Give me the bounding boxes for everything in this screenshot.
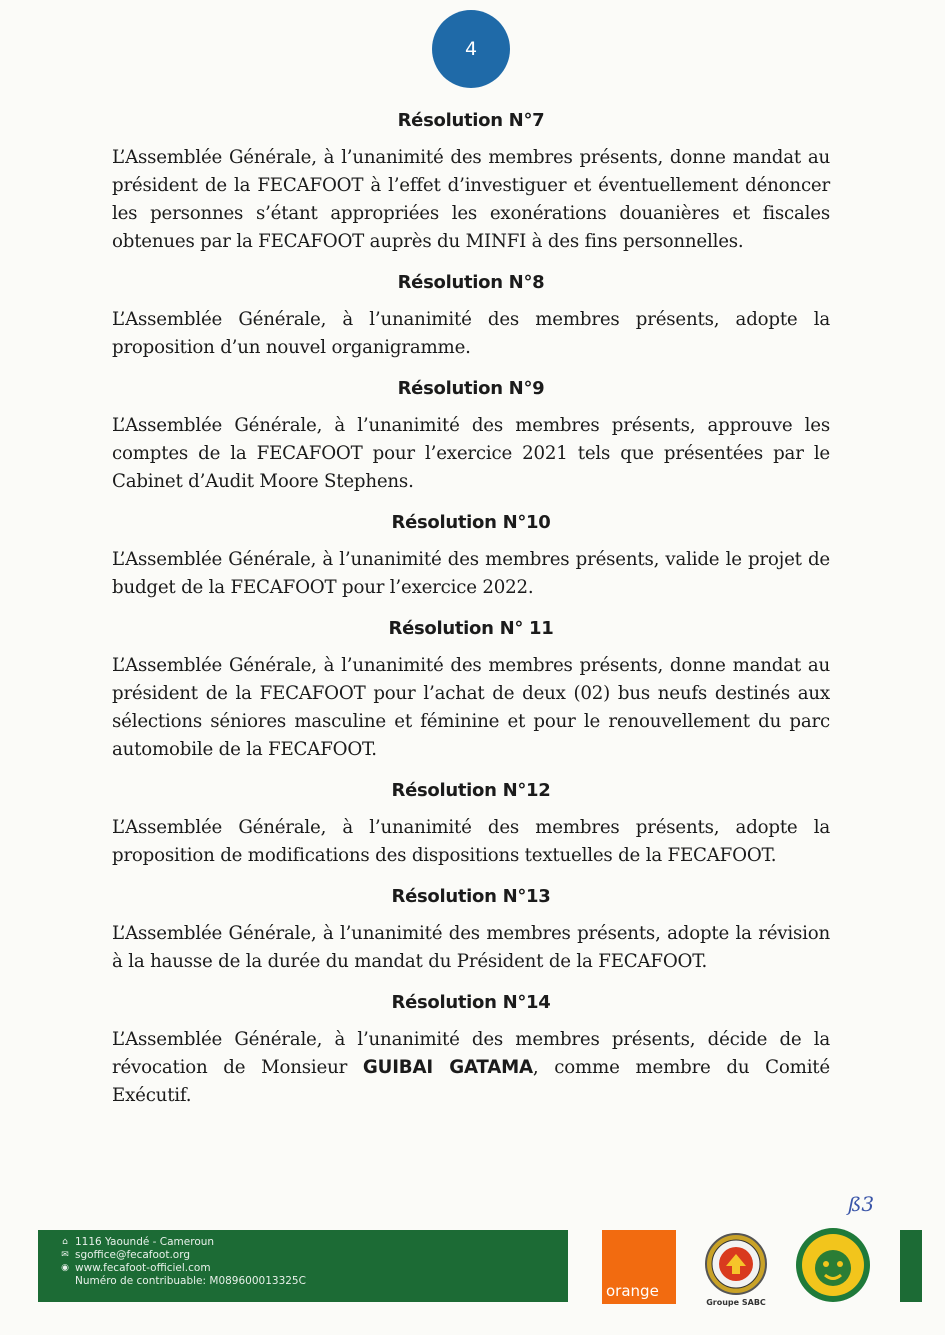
resolution-14 bbox=[112, 990, 830, 1110]
resolution-title: Résolution N°12 bbox=[391, 780, 551, 801]
footer-green-stripe bbox=[900, 1230, 922, 1302]
resolution-title: Résolution N°9 bbox=[397, 378, 545, 399]
resolution-body: L’Assemblée Générale, à l’unanimité des membres présents, approuve les comptes de la FECAFOOT pour l’exercice 2021 tels que présentées par le Cabinet d’Audit Moore Stephens. bbox=[112, 415, 830, 492]
resolution-title: Résolution N° 11 bbox=[388, 618, 554, 639]
resolution-body bbox=[112, 1026, 830, 1110]
resolution-11 bbox=[112, 616, 830, 764]
resolution-title: Résolution N°10 bbox=[391, 512, 551, 533]
resolution-10 bbox=[112, 510, 830, 602]
footer-tax-id: Numéro de contribuable: M089600013325C bbox=[75, 1275, 306, 1287]
resolution-title: Résolution N°14 bbox=[391, 992, 551, 1013]
footer-website: ◉ www.fecafoot-officiel.com bbox=[61, 1262, 211, 1274]
resolution-body: L’Assemblée Générale, à l’unanimité des membres présents, adopte la proposition d’un nouvel organigramme. bbox=[112, 309, 830, 358]
resolution-12 bbox=[112, 778, 830, 870]
body-text: L’Assemblée Générale, à l’unanimité des membres présents, décide de la révocation de Monsieur bbox=[112, 1029, 830, 1078]
resolutions-list bbox=[112, 108, 830, 1124]
resolution-body: L’Assemblée Générale, à l’unanimité des membres présents, donne mandat au président de la FECAFOOT pour l’achat de deux (02) bus neufs destinés aux sélections séniores masculine et féminine et pour le renouvellement du parc automobile de la FECAFOOT. bbox=[112, 655, 830, 760]
body-text: , comme membre du Comité Exécutif. bbox=[112, 1057, 830, 1106]
resolution-body: L’Assemblée Générale, à l’unanimité des membres présents, adopte la proposition de modifications des dispositions textuelles de la FECAFOOT. bbox=[112, 817, 830, 866]
resolution-title: Résolution N°7 bbox=[397, 110, 545, 131]
footer-contact-bar bbox=[38, 1230, 568, 1302]
footer-address: ⌂ 1116 Yaoundé - Cameroun bbox=[60, 1236, 568, 1249]
resolution-title: Résolution N°8 bbox=[397, 272, 545, 293]
footer-email: ✉ sgoffice@fecafoot.org bbox=[61, 1249, 191, 1261]
sabc-label: Groupe SABC bbox=[706, 1298, 766, 1307]
resolution-body: L’Assemblée Générale, à l’unanimité des membres présents, donne mandat au président de la FECAFOOT à l’effet d’investiguer et éventuellement dénoncer les personnes s’étant appropriées les exonérations douanières et fiscales obtenues par la FECAFOOT auprès du MINFI à des fins personnelles. bbox=[112, 147, 830, 252]
page-number: 4 bbox=[464, 38, 478, 60]
fecafoot-lion-logo-icon bbox=[794, 1226, 872, 1304]
resolution-9 bbox=[112, 376, 830, 496]
resolution-8 bbox=[112, 270, 830, 362]
mail-icon: ✉ bbox=[61, 1250, 69, 1260]
resolution-body: L’Assemblée Générale, à l’unanimité des membres présents, adopte la révision à la hausse de la durée du mandat du Président de la FECAFOOT. bbox=[112, 923, 830, 972]
resolution-body: L’Assemblée Générale, à l’unanimité des membres présents, valide le projet de budget de la FECAFOOT pour l’exercice 2022. bbox=[112, 549, 830, 598]
person-name: GUIBAI GATAMA bbox=[362, 1057, 533, 1078]
home-icon: ⌂ bbox=[62, 1237, 68, 1247]
page-number-badge bbox=[432, 10, 510, 88]
resolution-title: Résolution N°13 bbox=[391, 886, 551, 907]
orange-logo: orange bbox=[602, 1230, 676, 1304]
resolution-13 bbox=[112, 884, 830, 976]
resolution-7 bbox=[112, 108, 830, 256]
handwritten-initials: ß3 bbox=[848, 1192, 875, 1216]
globe-icon: ◉ bbox=[61, 1263, 69, 1273]
sabc-logo-icon bbox=[704, 1232, 768, 1296]
